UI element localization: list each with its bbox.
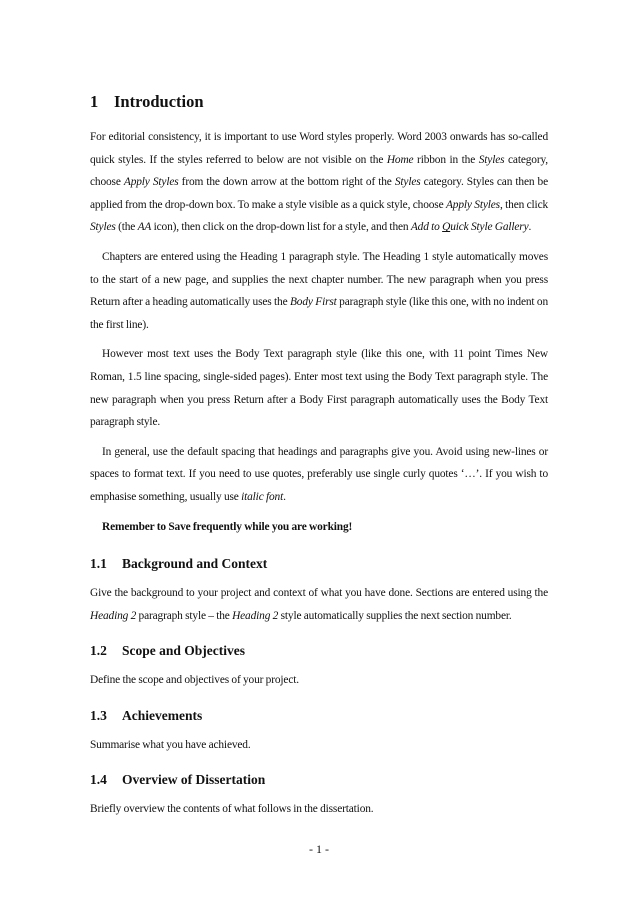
intro-paragraph-4: In general, use the default spacing that headings and paragraphs give you. Avoid using new-lines or spaces to format text. If you need to use quotes, preferably use single curly quotes ‘…’. If you wish to emphasise something, usually use italic font. [90,445,548,503]
page-content [90,92,548,828]
chapter-title: Introduction [114,92,204,111]
page-number: - 1 - [309,842,329,856]
intro-paragraph-3: However most text uses the Body Text paragraph style (like this one, with 11 point Times New Roman, 1.5 line spacing, single-sided pages). Enter most text using the Body Text paragraph style. The new paragraph when you press Return after a Body First paragraph automatically uses the Body Text paragraph style. [90,348,548,429]
section-number: 1.1 [90,556,107,572]
section-heading-1-1 [90,555,548,573]
section-number: 1.4 [90,772,107,788]
intro-paragraph-1: For editorial consistency, it is important to use Word styles properly. Word 2003 onwards has so-called quick styles. If the styles referred to below are not visible on the Home ribbon in the Styles category, choose Apply Styles from the down arrow at the bottom right of the Styles category. Styles can then be applied from the drop-down box. To make a style visible as a quick style, choose Apply Styles, then click Styles (the AA icon), then click on the drop-down list for a style, and then Add to Quick Style Gallery. [90,131,549,234]
section-title: Background and Context [122,556,268,572]
chapter-heading [90,92,548,112]
section-number: 1.2 [90,643,107,659]
section-title: Overview of Dissertation [122,772,266,788]
section-title: Scope and Objectives [122,643,245,659]
section-heading-1-2 [90,642,548,660]
section-title: Achievements [122,707,203,723]
intro-paragraph-2: Chapters are entered using the Heading 1 paragraph style. The Heading 1 style automatically moves to the start of a new page, and supplies the next chapter number. The new paragraph when you press Return after a heading automatically uses the Body First paragraph style (like this one, with no indent on the first line). [90,250,549,331]
save-reminder: Remember to Save frequently while you are working! [102,520,353,533]
section-1-3-body: Summarise what you have achieved. [90,738,251,751]
chapter-number: 1 [90,92,99,111]
section-1-2-body: Define the scope and objectives of your project. [90,674,299,687]
section-1-1-body: Give the background to your project and context of what you have done. Sections are entered using the Heading 2 paragraph style – the Heading 2 style automatically supplies the next section number. [90,587,548,622]
section-heading-1-3 [90,707,548,725]
section-1-4-body: Briefly overview the contents of what follows in the dissertation. [90,803,374,816]
section-number: 1.3 [90,707,107,723]
section-heading-1-4 [90,771,548,789]
